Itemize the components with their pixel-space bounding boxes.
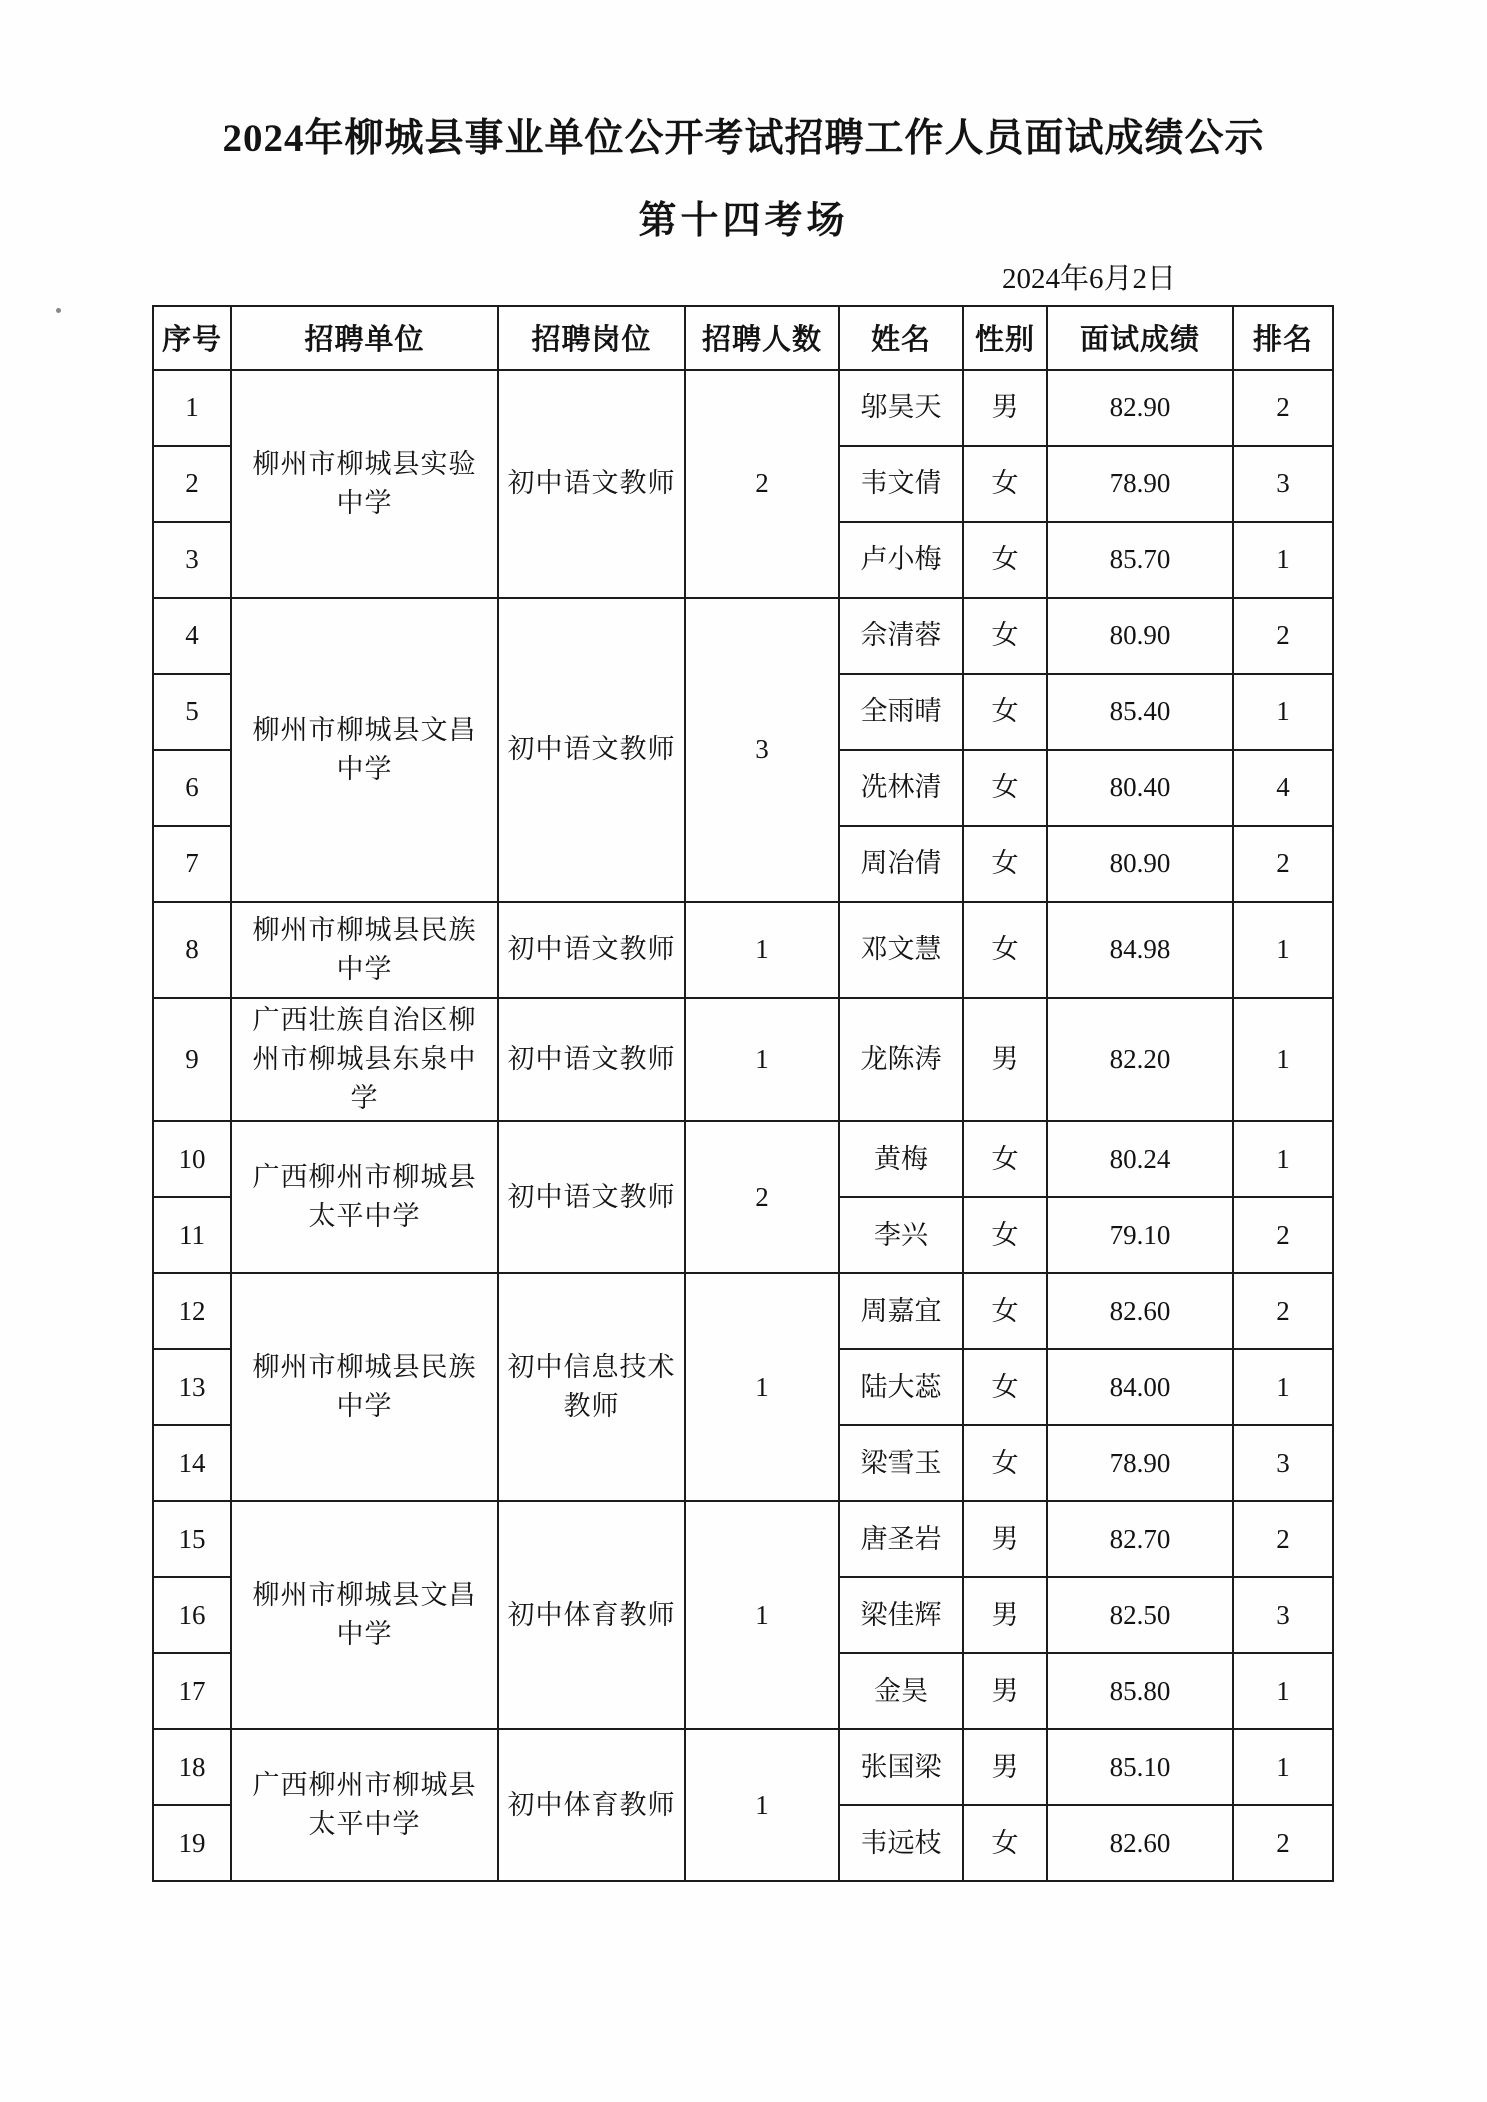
- rank-cell: 2: [1233, 1197, 1333, 1273]
- table-row: [153, 902, 1333, 998]
- score-cell: 82.20: [1047, 998, 1233, 1121]
- score-cell: 80.24: [1047, 1121, 1233, 1197]
- score-cell: 82.60: [1047, 1273, 1233, 1349]
- seq-cell: 6: [153, 750, 231, 826]
- seq-cell: 13: [153, 1349, 231, 1425]
- name-cell: 龙陈涛: [839, 998, 963, 1121]
- quota-cell: 2: [685, 1121, 839, 1273]
- header-score: 面试成绩: [1047, 306, 1233, 370]
- name-cell: 韦远枝: [839, 1805, 963, 1881]
- table-row: [153, 370, 1333, 446]
- seq-cell: 3: [153, 522, 231, 598]
- position-cell: 初中信息技术教师: [498, 1273, 685, 1501]
- position-cell: 初中语文教师: [498, 370, 685, 598]
- unit-cell: 柳州市柳城县民族中学: [231, 902, 498, 998]
- score-cell: 78.90: [1047, 1425, 1233, 1501]
- header-name: 姓名: [839, 306, 963, 370]
- header-unit: 招聘单位: [231, 306, 498, 370]
- seq-cell: 18: [153, 1729, 231, 1805]
- seq-cell: 16: [153, 1577, 231, 1653]
- score-cell: 85.10: [1047, 1729, 1233, 1805]
- header-seq: 序号: [153, 306, 231, 370]
- name-cell: 陆大蕊: [839, 1349, 963, 1425]
- gender-cell: 女: [963, 522, 1047, 598]
- seq-cell: 9: [153, 998, 231, 1121]
- seq-cell: 1: [153, 370, 231, 446]
- header-row: [153, 306, 1333, 370]
- gender-cell: 女: [963, 750, 1047, 826]
- quota-cell: 1: [685, 902, 839, 998]
- rank-cell: 2: [1233, 1501, 1333, 1577]
- quota-cell: 1: [685, 1501, 839, 1729]
- gender-cell: 男: [963, 1577, 1047, 1653]
- unit-cell: 广西柳州市柳城县太平中学: [231, 1121, 498, 1273]
- gender-cell: 女: [963, 446, 1047, 522]
- table-row: [153, 998, 1333, 1121]
- score-cell: 85.70: [1047, 522, 1233, 598]
- gender-cell: 男: [963, 370, 1047, 446]
- gender-cell: 男: [963, 1729, 1047, 1805]
- page-title: 2024年柳城县事业单位公开考试招聘工作人员面试成绩公示: [222, 117, 1265, 160]
- unit-cell: 广西柳州市柳城县太平中学: [231, 1729, 498, 1881]
- score-cell: 82.70: [1047, 1501, 1233, 1577]
- position-cell: 初中语文教师: [498, 902, 685, 998]
- table-row: [153, 1501, 1333, 1577]
- seq-cell: 7: [153, 826, 231, 902]
- rank-cell: 1: [1233, 998, 1333, 1121]
- results-table: [152, 305, 1334, 1882]
- rank-cell: 2: [1233, 826, 1333, 902]
- name-cell: 韦文倩: [839, 446, 963, 522]
- name-cell: 周冶倩: [839, 826, 963, 902]
- rank-cell: 1: [1233, 1349, 1333, 1425]
- scan-artifact: [56, 308, 61, 313]
- quota-cell: 1: [685, 1729, 839, 1881]
- gender-cell: 女: [963, 1197, 1047, 1273]
- quota-cell: 1: [685, 1273, 839, 1501]
- table-row: [153, 598, 1333, 674]
- seq-cell: 15: [153, 1501, 231, 1577]
- score-cell: 85.80: [1047, 1653, 1233, 1729]
- score-cell: 80.90: [1047, 826, 1233, 902]
- score-cell: 80.40: [1047, 750, 1233, 826]
- rank-cell: 2: [1233, 598, 1333, 674]
- table-row: [153, 1121, 1333, 1197]
- gender-cell: 女: [963, 1425, 1047, 1501]
- name-cell: 佘清蓉: [839, 598, 963, 674]
- page-subtitle: 第十四考场: [638, 199, 849, 242]
- header-rank: 排名: [1233, 306, 1333, 370]
- score-cell: 82.60: [1047, 1805, 1233, 1881]
- name-cell: 梁佳辉: [839, 1577, 963, 1653]
- seq-cell: 14: [153, 1425, 231, 1501]
- rank-cell: 3: [1233, 446, 1333, 522]
- name-cell: 李兴: [839, 1197, 963, 1273]
- score-cell: 82.50: [1047, 1577, 1233, 1653]
- score-cell: 85.40: [1047, 674, 1233, 750]
- rank-cell: 1: [1233, 1121, 1333, 1197]
- rank-cell: 1: [1233, 674, 1333, 750]
- score-cell: 84.98: [1047, 902, 1233, 998]
- seq-cell: 8: [153, 902, 231, 998]
- gender-cell: 女: [963, 902, 1047, 998]
- name-cell: 唐圣岩: [839, 1501, 963, 1577]
- seq-cell: 10: [153, 1121, 231, 1197]
- gender-cell: 男: [963, 998, 1047, 1121]
- name-cell: 梁雪玉: [839, 1425, 963, 1501]
- unit-cell: 柳州市柳城县实验中学: [231, 370, 498, 598]
- rank-cell: 1: [1233, 1729, 1333, 1805]
- position-cell: 初中语文教师: [498, 598, 685, 902]
- rank-cell: 2: [1233, 370, 1333, 446]
- name-cell: 金昊: [839, 1653, 963, 1729]
- unit-cell: 柳州市柳城县文昌中学: [231, 1501, 498, 1729]
- quota-cell: 2: [685, 370, 839, 598]
- seq-cell: 19: [153, 1805, 231, 1881]
- gender-cell: 女: [963, 1273, 1047, 1349]
- unit-cell: 广西壮族自治区柳州市柳城县东泉中学: [231, 998, 498, 1121]
- name-cell: 邬昊天: [839, 370, 963, 446]
- gender-cell: 男: [963, 1501, 1047, 1577]
- rank-cell: 1: [1233, 902, 1333, 998]
- header-position: 招聘岗位: [498, 306, 685, 370]
- position-cell: 初中体育教师: [498, 1729, 685, 1881]
- header-gender: 性别: [963, 306, 1047, 370]
- position-cell: 初中语文教师: [498, 1121, 685, 1273]
- rank-cell: 1: [1233, 522, 1333, 598]
- seq-cell: 17: [153, 1653, 231, 1729]
- seq-cell: 4: [153, 598, 231, 674]
- seq-cell: 2: [153, 446, 231, 522]
- name-cell: 全雨晴: [839, 674, 963, 750]
- rank-cell: 2: [1233, 1273, 1333, 1349]
- gender-cell: 女: [963, 674, 1047, 750]
- gender-cell: 女: [963, 1805, 1047, 1881]
- name-cell: 冼林清: [839, 750, 963, 826]
- score-cell: 79.10: [1047, 1197, 1233, 1273]
- name-cell: 卢小梅: [839, 522, 963, 598]
- score-cell: 84.00: [1047, 1349, 1233, 1425]
- table-row: [153, 1273, 1333, 1349]
- position-cell: 初中体育教师: [498, 1501, 685, 1729]
- unit-cell: 柳州市柳城县文昌中学: [231, 598, 498, 902]
- seq-cell: 12: [153, 1273, 231, 1349]
- gender-cell: 女: [963, 1121, 1047, 1197]
- gender-cell: 女: [963, 826, 1047, 902]
- score-cell: 80.90: [1047, 598, 1233, 674]
- rank-cell: 2: [1233, 1805, 1333, 1881]
- rank-cell: 1: [1233, 1653, 1333, 1729]
- score-cell: 78.90: [1047, 446, 1233, 522]
- gender-cell: 男: [963, 1653, 1047, 1729]
- rank-cell: 3: [1233, 1577, 1333, 1653]
- date-label: 2024年6月2日: [1001, 262, 1176, 295]
- position-cell: 初中语文教师: [498, 998, 685, 1121]
- name-cell: 邓文慧: [839, 902, 963, 998]
- name-cell: 周嘉宜: [839, 1273, 963, 1349]
- unit-cell: 柳州市柳城县民族中学: [231, 1273, 498, 1501]
- seq-cell: 11: [153, 1197, 231, 1273]
- rank-cell: 3: [1233, 1425, 1333, 1501]
- name-cell: 张国梁: [839, 1729, 963, 1805]
- table-row: [153, 1729, 1333, 1805]
- quota-cell: 3: [685, 598, 839, 902]
- gender-cell: 女: [963, 598, 1047, 674]
- gender-cell: 女: [963, 1349, 1047, 1425]
- header-quota: 招聘人数: [685, 306, 839, 370]
- score-cell: 82.90: [1047, 370, 1233, 446]
- rank-cell: 4: [1233, 750, 1333, 826]
- seq-cell: 5: [153, 674, 231, 750]
- quota-cell: 1: [685, 998, 839, 1121]
- name-cell: 黄梅: [839, 1121, 963, 1197]
